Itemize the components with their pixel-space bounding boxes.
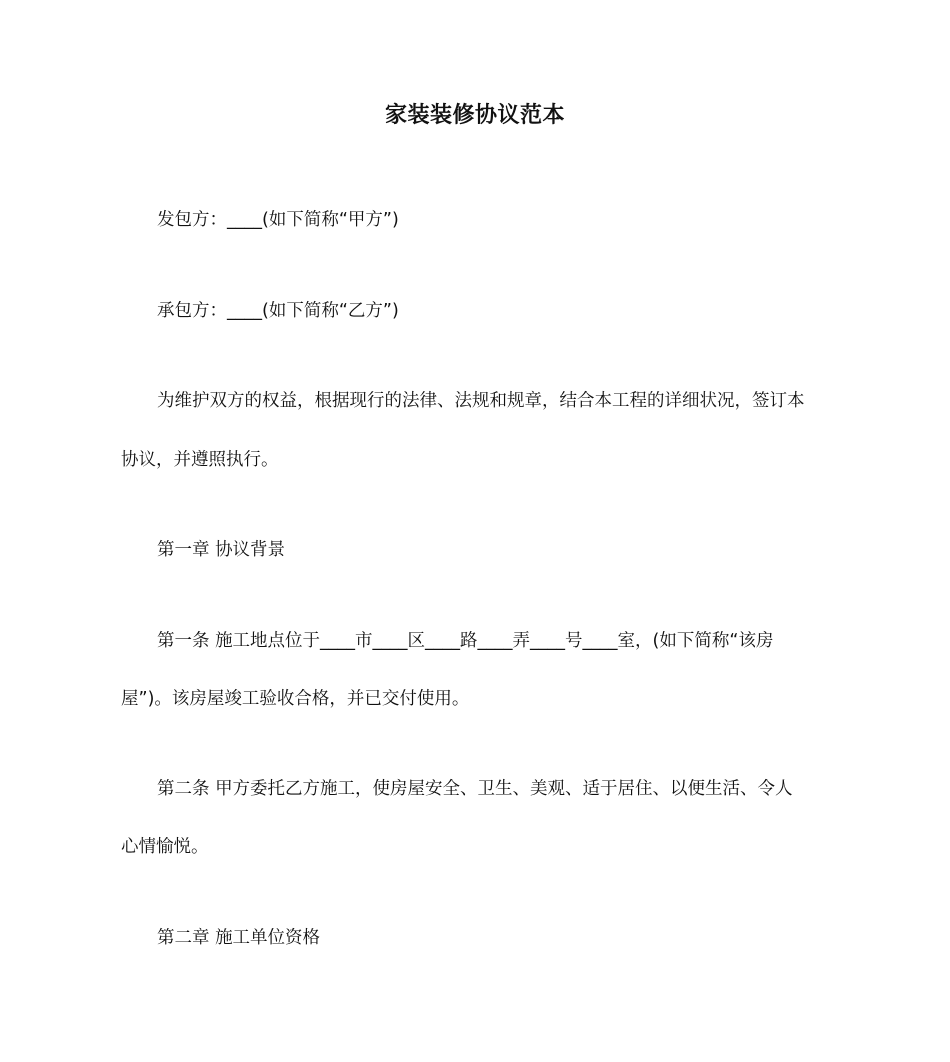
party-b-line: 承包方：____(如下简称“乙方”) [157,301,399,321]
article-1-line-1: 第一条 施工地点位于____市____区____路____弄____号____室，(如下简称“该房 [157,631,774,651]
preamble-line-1: 为维护双方的权益，根据现行的法律、法规和规章，结合本工程的详细状况，签订本 [157,391,805,411]
preamble-line-2: 协议，并遵照执行。 [121,450,279,470]
article-2-line-2: 心情愉悦。 [121,837,209,857]
article-1-line-2: 屋”)。该房屋竣工验收合格，并已交付使用。 [121,689,470,709]
party-a-line: 发包方：____(如下简称“甲方”) [157,210,399,230]
chapter-1-heading: 第一章 协议背景 [157,540,286,560]
document-title: 家装装修协议范本 [384,103,565,128]
article-2-line-1: 第二条 甲方委托乙方施工，使房屋安全、卫生、美观、适于居住、以便生活、令人 [157,779,793,799]
chapter-2-heading: 第二章 施工单位资格 [157,928,321,948]
